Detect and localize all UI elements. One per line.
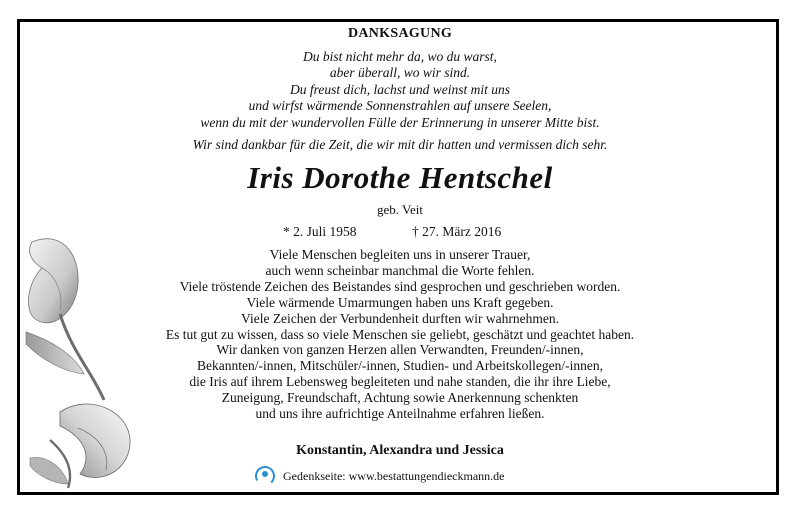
poem-line: aber überall, wo wir sind. <box>329 65 471 81</box>
birth-name: geb. Veit <box>377 202 423 217</box>
text-line: auch wenn scheinbar manchmal die Worte fehlen. <box>265 262 535 278</box>
thanks-line: Wir sind dankbar für die Zeit, die wir mit dir hatten und vermissen dich sehr. <box>192 137 608 152</box>
text-line: Es tut gut zu wissen, dass so viele Menschen sie geliebt, geschätzt und geachtet haben. <box>165 326 635 342</box>
notice-heading: DANKSAGUNG <box>347 26 453 41</box>
text-line: und uns ihre aufrichtige Anteilnahme erfahren ließen. <box>255 406 545 422</box>
text-line: Viele Zeichen der Verbundenheit durften wir wahrnehmen. <box>241 310 559 326</box>
death-date: † 27. März 2016 <box>412 224 502 239</box>
text-line: Viele tröstende Zeichen des Beistandes sind gesprochen und geschrieben worden. <box>179 278 621 294</box>
poem-line: Du freust dich, lachst und weinst mit uns <box>290 81 510 97</box>
poem-line: wenn du mit der wundervollen Fülle der Erinnerung in unserer Mitte bist. <box>200 114 600 130</box>
poem-line: Du bist nicht mehr da, wo du warst, <box>303 49 497 64</box>
poem-line: und wirfst wärmende Sonnenstrahlen auf unsere Seelen, <box>248 98 552 114</box>
memorial-site[interactable] <box>255 466 504 486</box>
memorial-site-icon <box>255 466 275 486</box>
signers: Konstantin, Alexandra und Jessica <box>296 443 504 458</box>
memorial-site-link[interactable]: Gedenkseite: www.bestattungendieckmann.de <box>283 468 505 483</box>
birth-date: * 2. Juli 1958 <box>283 224 357 239</box>
thanks-text <box>0 247 800 422</box>
text-line: Zuneigung, Freundschaft, Achtung sowie Anerkennung schenkten <box>221 390 579 406</box>
text-line: Viele wärmende Umarmungen haben uns Kraft gegeben. <box>246 294 554 310</box>
text-line: Viele Menschen begleiten uns in unserer Trauer, <box>269 247 531 262</box>
text-line: die Iris auf ihrem Lebensweg begleiteten und nahe standen, die ihr ihre Liebe, <box>189 374 611 390</box>
text-line: Bekannten/-innen, Mitschüler/-innen, Studien- und Arbeitskollegen/-innen, <box>196 358 604 374</box>
text-line: Wir danken von ganzen Herzen allen Verwandten, Freunden/-innen, <box>216 342 584 358</box>
deceased-name: Iris Dorothe Hentschel <box>247 160 553 195</box>
poem <box>0 49 800 131</box>
